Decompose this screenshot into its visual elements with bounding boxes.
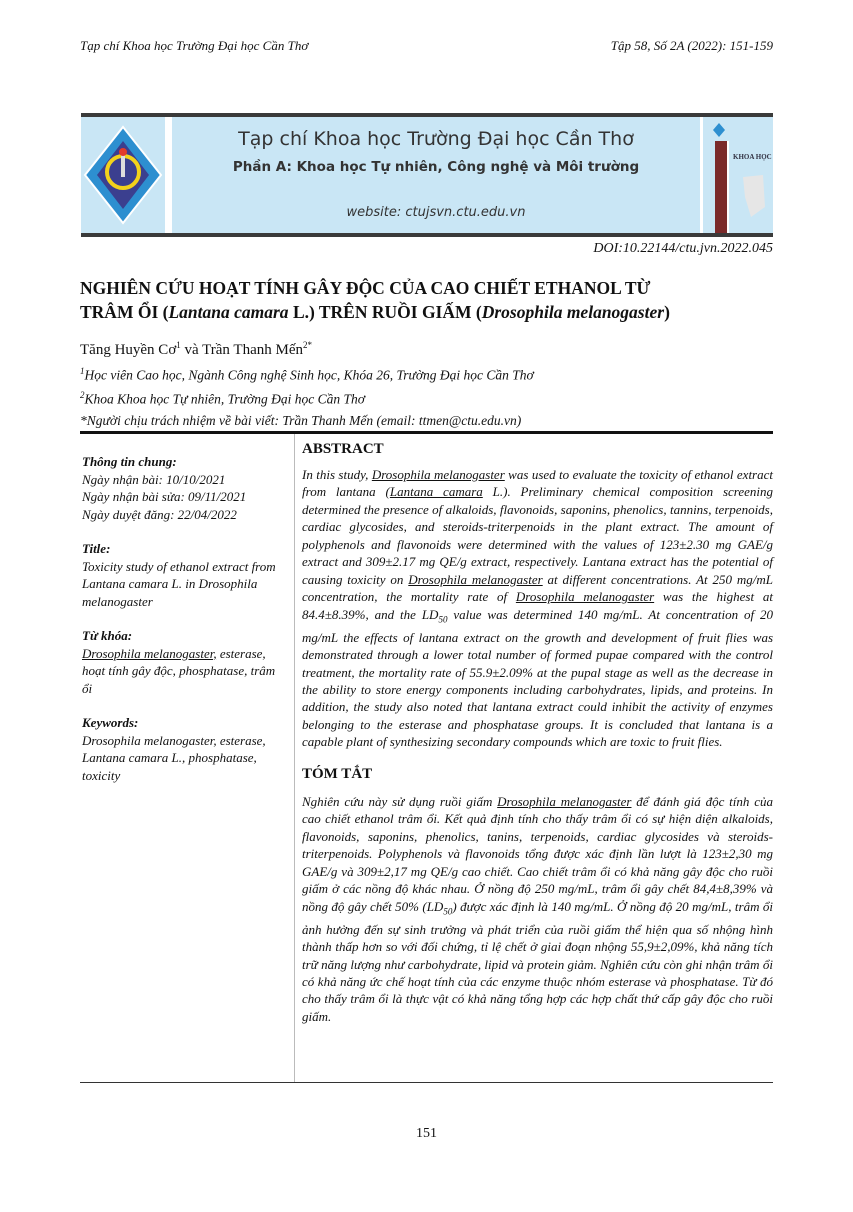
paper-title — [80, 276, 780, 324]
page-number: 151 — [416, 1126, 437, 1141]
text: ) được xác định là 140 mg/mL. Ở nồng độ 20 mg/mL, trâm ổi ảnh hưởng đến sự sinh trưởng và phát triển của ruồi giấm thể hiện qua số nhộng hình thành thấp hơn so với đối chứng, tỉ lệ chết ở giai đoạn nhộng 55,9±2,09%, khả năng tích trữ năng lượng như carbohydrate, lipid và protein giảm. Nghiên cứu còn ghi nhận trâm ổi có khả năng ức chế hoạt tính của các enzyme thuộc nhóm esterase và phosphatase. Từ đó cho thấy trâm ổi là thực vật có khả năng tổng hợp các hợp chất thứ cấp gây độc cho ruồi giấm. — [302, 898, 773, 1024]
text: was the highest at 84.4±8.39%, and the LD — [302, 589, 773, 622]
text: value was determined 140 mg/mL. At concentration of 20 mg/mL the effects of lantana extract on the growth and development of fruit flies was demonstrated through a lower total number of formed pupae compared with the control treatment, the mortality rate of 55.9±2.09% at the pupal stage as well as the decrease in the ability to store energy components including carbohydrates, lipids, and proteins. In addition, the study also noted that lantana extract could inhibit the activity of enzymes belonging to the esterase and phosphatase groups. It is concluded that lantana is a capable plant of synthesizing secondary compounds which are toxic to fruit flies. — [302, 606, 773, 750]
author-affil: 2* — [302, 340, 312, 350]
date-accepted: Ngày duyệt đăng: 22/04/2022 — [82, 506, 237, 522]
affil-sup: 1 — [80, 366, 85, 376]
banner-title: Tạp chí Khoa học Trường Đại học Cần Thơ — [238, 128, 634, 150]
subscript: 50 — [438, 614, 448, 625]
banner-website: website: ctujsvn.ctu.edu.vn — [346, 205, 526, 220]
journal-banner — [81, 113, 773, 237]
column-divider — [294, 434, 295, 1083]
species: Drosophila melanogaster — [371, 467, 505, 482]
banner-text — [172, 117, 700, 233]
tomtat-heading: TÓM TẮT — [302, 765, 373, 782]
keywords-block — [82, 714, 287, 784]
text: L.). Preliminary chemical composition screening determined the presence of alkaloids, flavonoids, saponins, phenolics, tannins, terpenoids, cardiac glycosides, and steroids-triterpenoids in the plant extract. The amount of polyphenols and flavonoids were determined with the values of 123±2.30 mg GAE/g extract and 309±2.17 mg QE/g extract, respectively. Lantana extract has the potential of causing toxicity on — [302, 484, 773, 587]
abstracts — [302, 441, 773, 1025]
tukhoa-block — [82, 627, 287, 697]
journal-cover-icon — [703, 117, 773, 233]
affil-sup: 2 — [80, 390, 85, 400]
title-text: L.) TRÊN RUỒI GIẤM ( — [288, 302, 482, 322]
title-species: Lantana camara — [168, 302, 289, 322]
article-info — [82, 453, 287, 801]
date-received: Ngày nhận bài: 10/10/2021 — [82, 471, 226, 487]
divider — [80, 1082, 773, 1083]
text: at different concentrations. At 250 mg/mL concentration, the mortality rate of — [302, 571, 773, 605]
affiliation — [80, 390, 365, 408]
affil-text: *Người chịu trách nhiệm về bài viết: Trần Thanh Mến (email: ttmen@ctu.edu.vn) — [80, 413, 522, 428]
info-heading: Thông tin chung: — [82, 454, 177, 469]
abstract-text — [302, 466, 773, 751]
date-revised: Ngày nhận bài sửa: 09/11/2021 — [82, 489, 247, 504]
authors — [80, 340, 312, 359]
title-line-2 — [80, 300, 780, 324]
text: was used to evaluate the toxicity of ethanol extract from lantana ( — [302, 467, 773, 500]
author-name: Trần Thanh Mến — [202, 342, 303, 358]
author-name: Tăng Huyền Cơ — [80, 342, 177, 358]
text: In this study, — [302, 467, 372, 482]
affiliation — [80, 366, 534, 384]
text: để đánh giá độc tính của cao chiết ethanol trâm ổi. Kết quả định tính cho thấy trâm ổi có sự hiện diện alkaloids, flavonoids, saponins, phenolics, tanins, terpenoids, cardiac glycosides và steroids-triterpenoids. Polyphenols và flavonoids tổng được xác định lần lượt là 123±2,30 mg GAE/g và 309±2,17 mg QE/g cao chiết. Cao chiết trâm ổi có khả năng gây độc cho ruồi giấm ở các nồng độ khác nhau. Ở nồng độ 250 mg/mL, trâm ổi gây chết 84,4±8,39% và nồng độ gây chết 50% (LD — [302, 793, 773, 914]
english-title: Toxicity study of ethanol extract from Lantana camara L. in Drosophila melanogaster — [82, 558, 276, 609]
abstract-heading: ABSTRACT — [302, 441, 384, 457]
affil-text: Học viên Cao học, Ngành Công nghệ Sinh học, Khóa 26, Trường Đại học Cần Thơ — [84, 367, 534, 383]
banner-subtitle: Phần A: Khoa học Tự nhiên, Công nghệ và Môi trường — [232, 159, 640, 175]
info-block — [82, 453, 287, 523]
species: Lantana camara — [389, 484, 483, 500]
keywords-vn: esterase, hoạt tính gây độc, phosphatase, trâm ổi — [82, 645, 276, 696]
doi: DOI:10.22144/ctu.jvn.2022.045 — [593, 241, 773, 256]
keywords-en: Drosophila melanogaster, esterase, Lantana camara L., phosphatase, toxicity — [82, 732, 266, 783]
affil-text: Khoa Khoa học Tự nhiên, Trường Đại học Cần Thơ — [84, 391, 365, 407]
text: Nghiên cứu này sử dụng ruồi giấm — [302, 793, 498, 809]
svg-text:KHOA HỌC: KHOA HỌC — [733, 153, 772, 161]
subscript: 50 — [443, 906, 453, 917]
tomtat-text — [302, 793, 773, 1025]
title-text: ) — [664, 302, 670, 322]
corresponding-author — [80, 413, 521, 429]
university-logo-icon — [81, 117, 165, 233]
species: Drosophila melanogaster — [497, 793, 632, 809]
title-text: TRÂM ỔI ( — [80, 302, 169, 322]
tukhoa-heading: Từ khóa: — [82, 628, 133, 643]
species: Drosophila melanogaster — [515, 589, 655, 605]
keyword-link[interactable]: Drosophila melanogaster, — [82, 645, 217, 661]
author-affil: 1 — [176, 340, 181, 350]
species: Drosophila melanogaster — [408, 571, 543, 587]
running-header-journal: Tạp chí Khoa học Trường Đại học Cần Thơ — [80, 38, 309, 53]
divider — [80, 431, 773, 434]
keywords-heading: Keywords: — [82, 715, 139, 730]
english-title-heading: Title: — [82, 541, 111, 556]
title-block — [82, 540, 287, 610]
author-sep: và — [180, 342, 203, 358]
title-species: Drosophila melanogaster — [481, 302, 665, 322]
title-line-1: NGHIÊN CỨU HOẠT TÍNH GÂY ĐỘC CỦA CAO CHIẾT ETHANOL TỪ — [80, 278, 651, 298]
running-header-volume: Tập 58, Số 2A (2022): 151-159 — [610, 38, 773, 53]
